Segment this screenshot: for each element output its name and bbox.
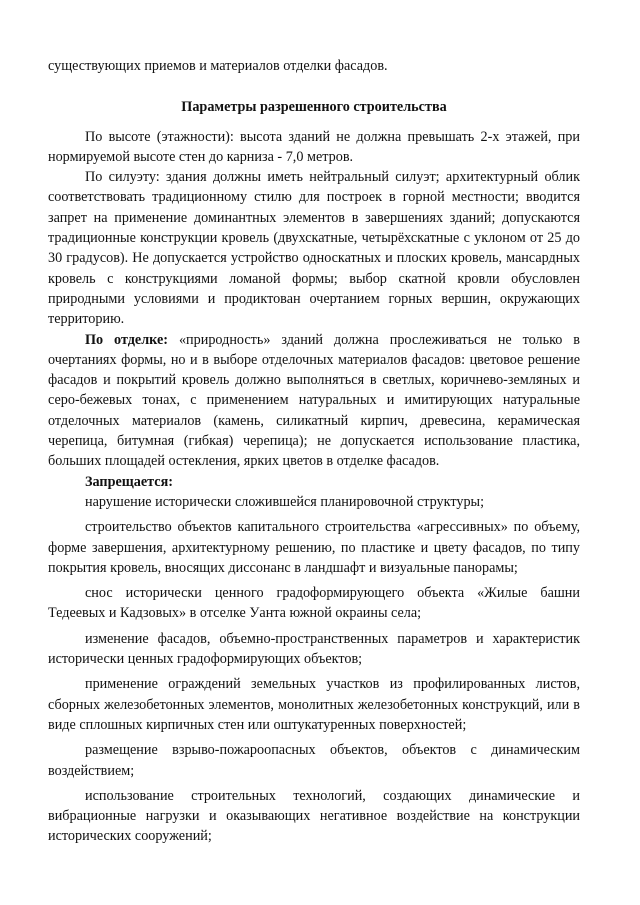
prohibited-item: размещение взрыво-пожароопасных объектов, объектов с динамическим воздействием; bbox=[48, 742, 580, 779]
prohibited-item: использование строительных технологий, создающих динамические и вибрационные нагрузки и оказывающих негативное воздействие на конструкции исторических сооружений; bbox=[48, 787, 580, 845]
prohibited-item: нарушение исторически сложившейся планировочной структуры; bbox=[85, 493, 485, 510]
finish-text: «природность» зданий должна прослеживаться не только в очертаниях формы, но и в выборе отделочных материалов фасадов: цветовое решение фасадов и покрытий кровель должно выполняться в светлых, коричнево-земляных и серо-бежевых тонах, с применением натуральных и имитирующих натуральные отделочных материалов (камень, силикатный кирпич, древесина, керамическая черепица, битумная (гибкая) черепица); не допускается использование пластика, больших площадей остекления, ярких цветов в отделке фасадов. bbox=[48, 331, 580, 470]
finish-label: По отделке: bbox=[85, 331, 169, 348]
prohibited-item: строительство объектов капитального строительства «агрессивных» по объему, форме завершения, архитектурному решению, по пластике и цвету фасадов, по типу покрытия кровель, вносящих диссонанс в ландшафт и визуальные панорамы; bbox=[48, 519, 580, 576]
document-page bbox=[48, 56, 580, 847]
section-title: Параметры разрешенного строительства bbox=[181, 99, 447, 116]
prohibited-item: изменение фасадов, объемно-пространственных параметров и характеристик исторически ценных градоформирующих объектов; bbox=[48, 630, 580, 668]
silhouette-paragraph: По силуэту: здания должны иметь нейтральный силуэт; архитектурный облик соответствовать традиционному стилю для построек в горной местности; вводится запрет на применение доминантных элементов в завершениях зданий; допускаются традиционные конструкции кровель (двухскатные, четырёхскатные с уклоном от 25 до 30 градусов). Не допускается устройство односкатных и плоских кровель, мансардных кровель с конструкциями ломаной формы; выбор скатной кровли обусловлен природными условиями и продиктован очертанием горных вершин, окружающих территорию. bbox=[48, 169, 580, 328]
prohibited-title: Запрещается: bbox=[85, 473, 173, 490]
prohibited-item: снос исторически ценного градоформирующего объекта «Жилые башни Тедеевых и Кадзовых» в отселке Уанта южной окраины села; bbox=[48, 585, 580, 622]
prohibited-item: применение ограждений земельных участков из профилированных листов, сборных железобетонных элементов, монолитных железобетонных конструкций, или в виде сплошных кирпичных стен или оштукатуренных поверхностей; bbox=[48, 676, 580, 733]
finish-paragraph bbox=[48, 330, 580, 472]
intro-line: существующих приемов и материалов отделки фасадов. bbox=[48, 58, 388, 74]
height-paragraph: По высоте (этажности): высота зданий не должна превышать 2-х этажей, при нормируемой высоте стен до карниза - 7,0 метров. bbox=[48, 128, 580, 165]
